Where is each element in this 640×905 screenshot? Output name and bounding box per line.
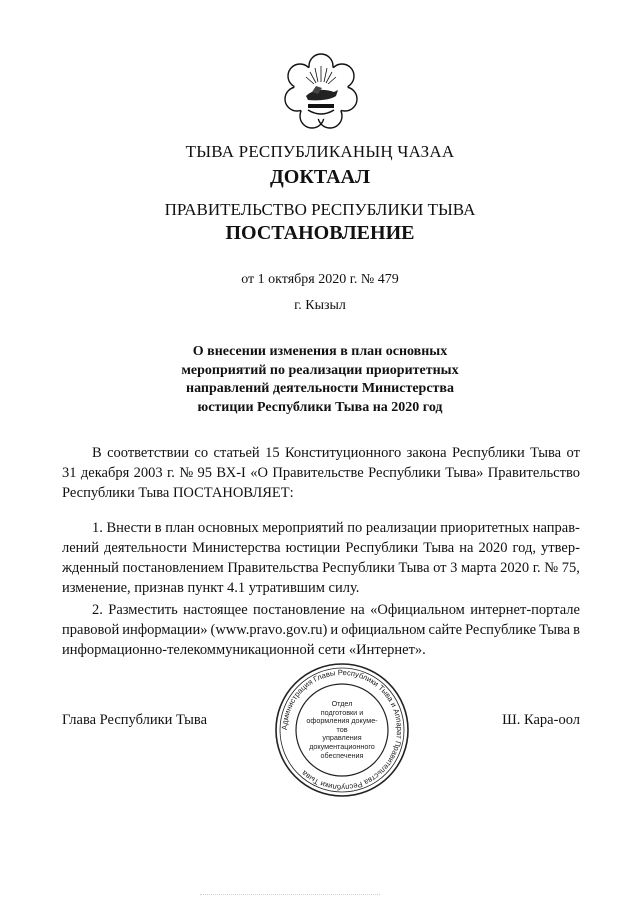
paragraph-line: жденный постановлением Правительства Республики Тыва от 3 марта 2020 г. № 75, <box>62 560 580 576</box>
official-stamp <box>272 660 412 800</box>
stamp-line: Отдел <box>331 699 353 708</box>
stamp-line: управления <box>322 733 362 743</box>
paragraph-line: правовой информации» (www.pravo.gov.ru) и официальном сайте Республике Тыва в <box>62 622 580 638</box>
paragraph-line: информационно-телекоммуникационной сети «Интернет». <box>62 642 426 658</box>
header-government: ПРАВИТЕЛЬСТВО РЕСПУБЛИКИ ТЫВА <box>164 200 476 219</box>
header-tyvan-republic: ТЫВА РЕСПУБЛИКАНЫҢ ЧАЗАА <box>185 142 455 161</box>
stamp-ring-text: Администрация Главы Республики Тыва и Аппарат Правительства Республики Тыва <box>279 667 405 793</box>
paragraph-line: В соответствии со статьей 15 Конституционного закона Республики Тыва от <box>92 445 580 461</box>
signatory-name: Ш. Кара-оол <box>502 712 580 728</box>
signatory-position: Глава Республики Тыва <box>62 712 208 728</box>
paragraph-line: 1. Внести в план основных мероприятий по реализации приоритетных направ- <box>92 520 580 536</box>
coat-of-arms-emblem <box>282 52 360 130</box>
stamp-center-text <box>302 700 382 760</box>
header-tyvan-doc-type: ДОКТААЛ <box>270 166 370 188</box>
title-line: О внесении изменения в план основных <box>192 344 448 359</box>
document-date-number: от 1 октября 2020 г. № 479 <box>241 272 399 287</box>
stamp-line: оформления докуме-тов <box>306 716 378 734</box>
document-city: г. Кызыл <box>294 298 346 313</box>
stamp-line: подготовки и <box>320 707 364 717</box>
paragraph-line: изменение, признав пункт 4.1 утратившим силу. <box>62 580 360 596</box>
preamble-paragraph <box>62 443 580 503</box>
document-title <box>0 343 640 417</box>
item-1-paragraph <box>62 518 580 598</box>
stamp-line: документационного <box>309 741 375 751</box>
paragraph-line: лений деятельности Министерства юстиции Республики Тыва на 2020 год, утвер- <box>62 540 580 556</box>
stamp-line: обеспечения <box>320 750 364 760</box>
item-2-paragraph <box>62 600 580 660</box>
title-line: мероприятий по реализации приоритетных <box>181 362 459 378</box>
paragraph-line: Республики Тыва ПОСТАНОВЛЯЕТ: <box>62 485 294 501</box>
header-doc-type: ПОСТАНОВЛЕНИЕ <box>225 222 415 244</box>
paragraph-line: 2. Разместить настоящее постановление на «Официальном интернет-портале <box>92 602 580 618</box>
scan-artifact-divider <box>200 894 380 899</box>
title-line: направлений деятельности Министерства <box>186 381 454 396</box>
title-line: юстиции Республики Тыва на 2020 год <box>197 399 443 415</box>
paragraph-line: 31 декабря 2003 г. № 95 ВХ-I «О Правительстве Республики Тыва» Правительство <box>62 465 580 481</box>
